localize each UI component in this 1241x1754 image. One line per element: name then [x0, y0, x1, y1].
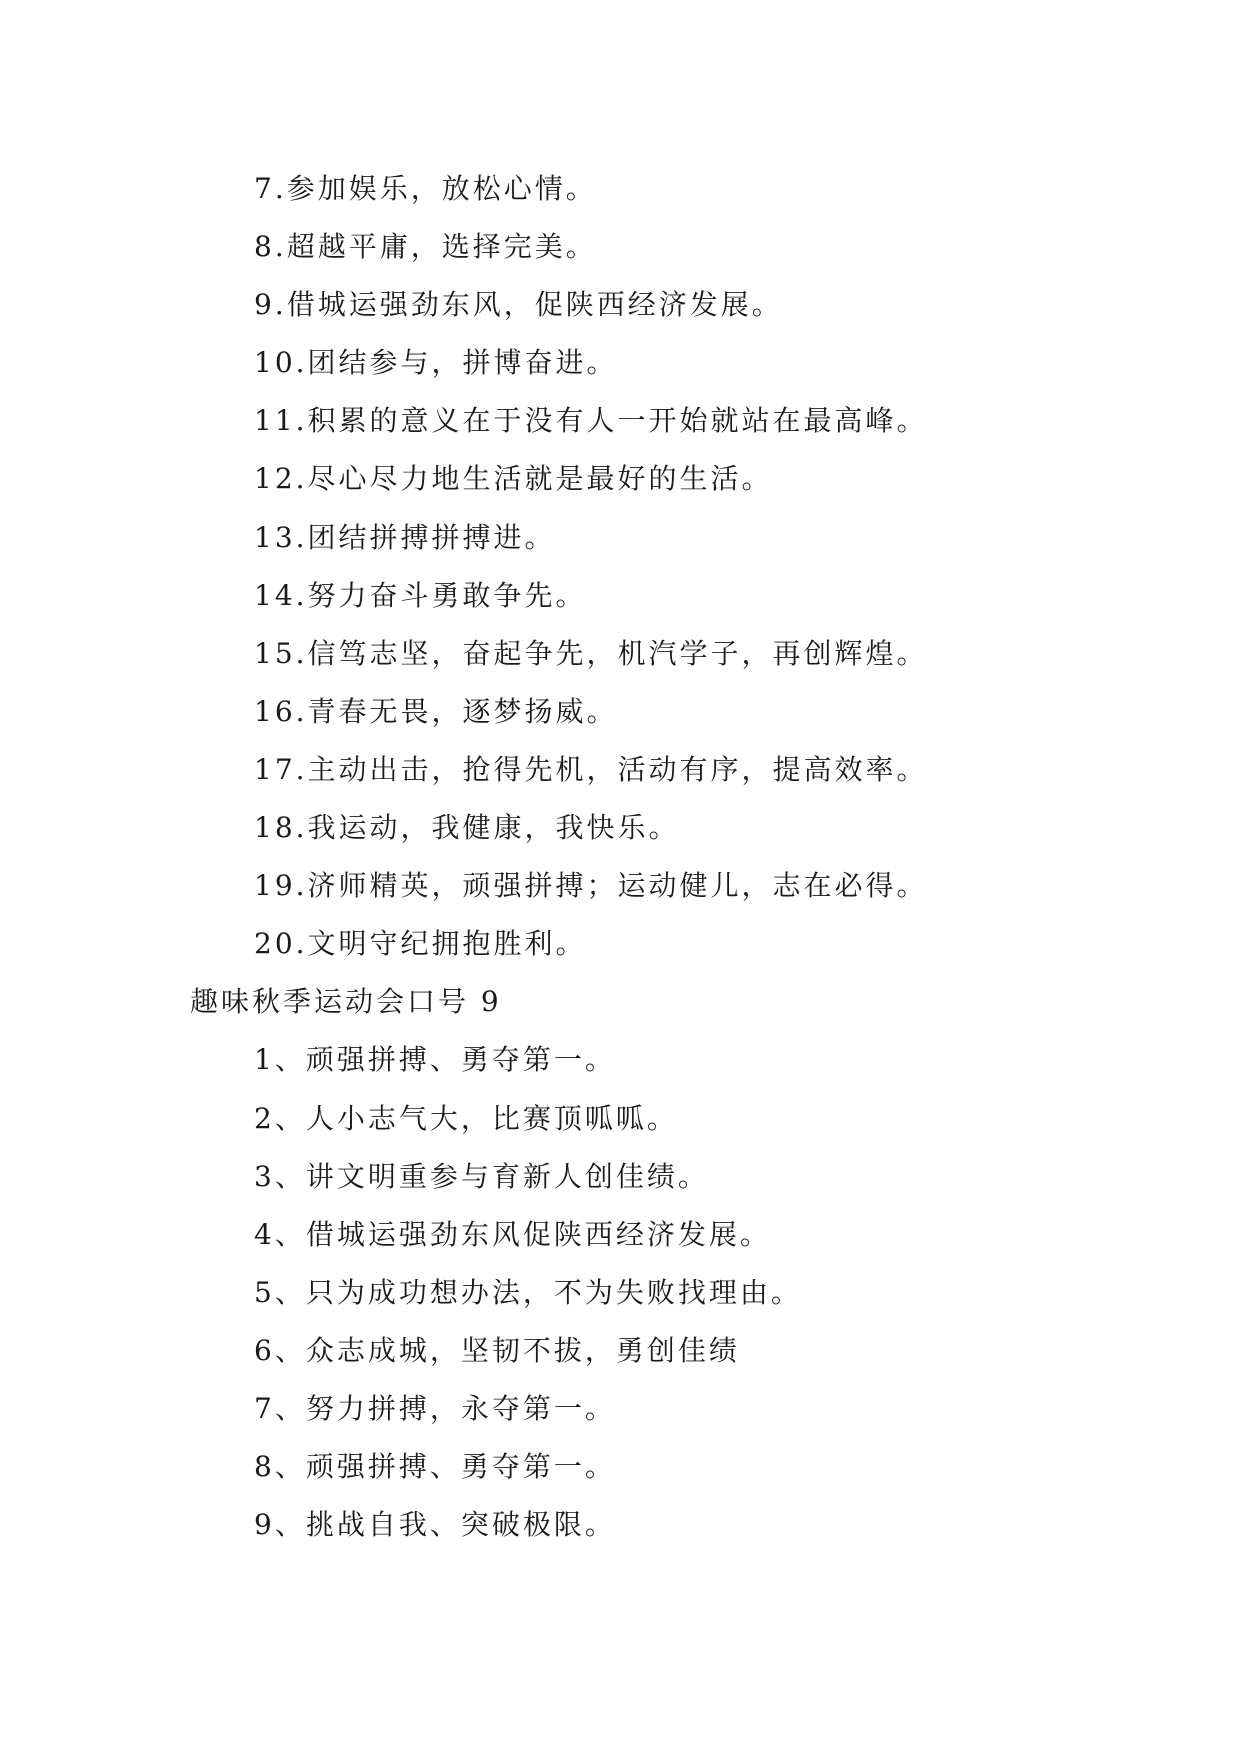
- section-heading: 趣味秋季运动会口号 9: [190, 985, 502, 1019]
- slogan-line: 15.信笃志坚，奋起争先，机汽学子，再创辉煌。: [254, 636, 928, 670]
- slogan-line: 9.借城运强劲东风，促陕西经济发展。: [254, 288, 783, 322]
- slogan-line: 14.努力奋斗勇敢争先。: [254, 578, 587, 612]
- slogan-line: 5、只为成功想办法，不为失败找理由。: [254, 1275, 802, 1309]
- slogan-line: 6、众志成城，坚韧不拔，勇创佳绩: [254, 1333, 740, 1367]
- slogan-line: 16.青春无畏，逐梦扬威。: [254, 694, 618, 728]
- slogan-list: [0, 160, 1241, 1554]
- slogan-line: 12.尽心尽力地生活就是最好的生活。: [254, 462, 773, 496]
- slogan-line: 7、努力拼搏，永夺第一。: [254, 1391, 616, 1425]
- slogan-line: 20.文明守纪拥抱胜利。: [254, 927, 587, 961]
- slogan-line: 19.济师精英，顽强拼搏；运动健儿，志在必得。: [254, 869, 928, 903]
- slogan-line: 18.我运动，我健康，我快乐。: [254, 811, 680, 845]
- slogan-line: 17.主动出击，抢得先机，活动有序，提高效率。: [254, 752, 928, 786]
- slogan-line: 3、讲文明重参与育新人创佳绩。: [254, 1159, 709, 1193]
- slogan-line: 10.团结参与，拼博奋进。: [254, 346, 618, 380]
- slogan-line: 9、挑战自我、突破极限。: [254, 1508, 616, 1542]
- slogan-line: 8.超越平庸，选择完美。: [254, 230, 597, 264]
- slogan-line: 1、顽强拼搏、勇夺第一。: [254, 1043, 616, 1077]
- slogan-line: 2、人小志气大，比赛顶呱呱。: [254, 1101, 678, 1135]
- slogan-line: 13.团结拼搏拼搏进。: [254, 520, 556, 554]
- slogan-line: 4、借城运强劲东风促陕西经济发展。: [254, 1217, 771, 1251]
- slogan-line: 8、顽强拼搏、勇夺第一。: [254, 1450, 616, 1484]
- slogan-line: 11.积累的意义在于没有人一开始就站在最高峰。: [254, 404, 928, 438]
- slogan-line: 7.参加娱乐，放松心情。: [254, 172, 597, 205]
